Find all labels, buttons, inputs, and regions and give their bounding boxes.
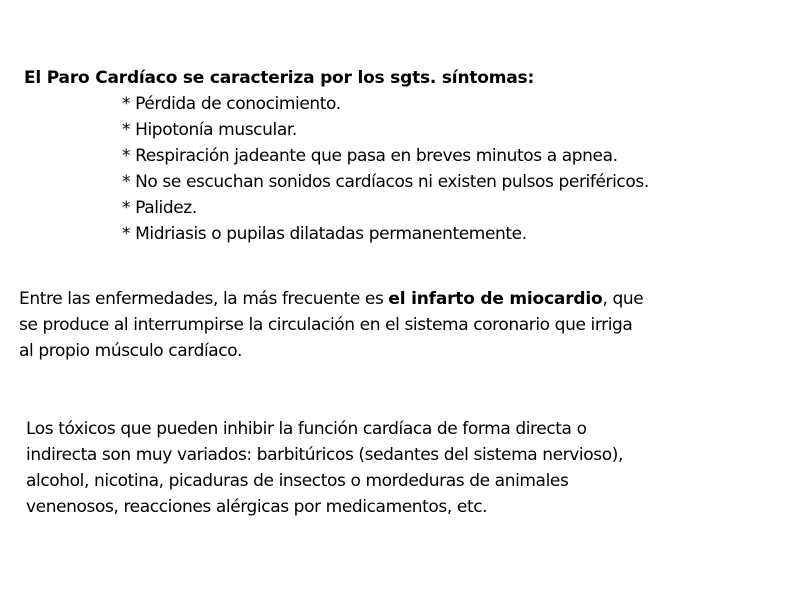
line-text: Entre las enfermedades, la más frecuente es: [19, 289, 389, 309]
symptom-item: * Pérdida de conocimiento.: [122, 94, 341, 114]
symptom-item: * Palidez.: [122, 198, 197, 218]
paragraph-line: al propio músculo cardíaco.: [19, 341, 242, 361]
line-text: , que: [602, 289, 644, 309]
paragraph-line: indirecta son muy variados: barbitúricos (sedantes del sistema nervioso),: [26, 445, 623, 465]
symptom-item: * Hipotonía muscular.: [122, 120, 297, 140]
symptom-item: * No se escuchan sonidos cardíacos ni existen pulsos periféricos.: [122, 172, 649, 192]
paragraph-line: venenosos, reacciones alérgicas por medicamentos, etc.: [26, 497, 488, 517]
paragraph-line: Los tóxicos que pueden inhibir la función cardíaca de forma directa o: [26, 419, 587, 439]
toxics-paragraph: [26, 416, 623, 520]
symptom-item: * Midriasis o pupilas dilatadas permanentemente.: [122, 224, 527, 244]
paragraph-line: se produce al interrumpirse la circulación en el sistema coronario que irriga: [19, 315, 633, 335]
paragraph-line: alcohol, nicotina, picaduras de insectos o mordeduras de animales: [26, 471, 569, 491]
symptoms-heading: El Paro Cardíaco se caracteriza por los sgts. síntomas:: [24, 68, 535, 88]
symptoms-section: [24, 65, 649, 247]
heart-disease-paragraph: [19, 286, 643, 364]
symptom-item: * Respiración jadeante que pasa en breves minutos a apnea.: [122, 146, 618, 166]
paragraph-line: [19, 286, 643, 312]
highlight-infarto: el infarto de miocardio: [388, 289, 603, 309]
